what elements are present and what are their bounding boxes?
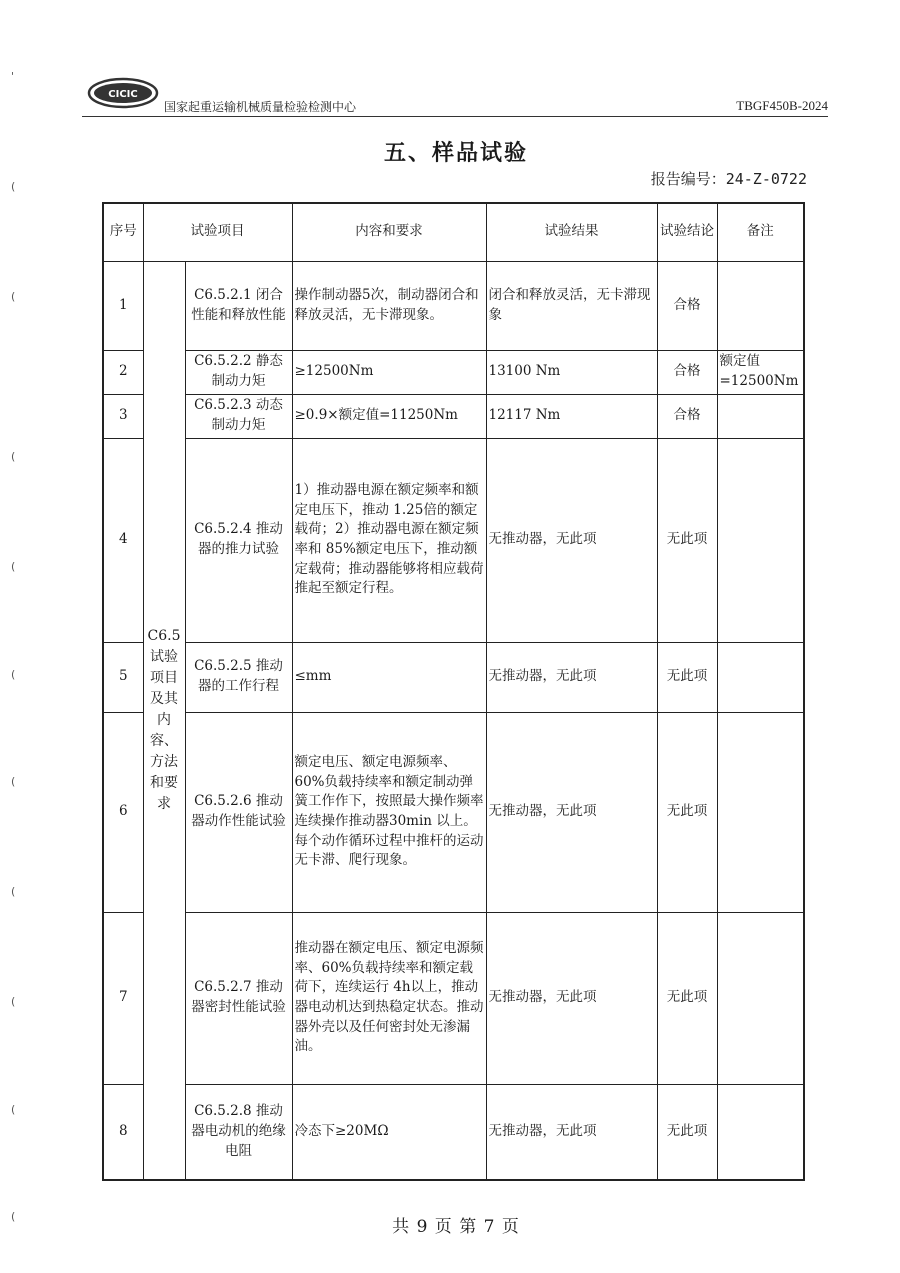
row-remark <box>717 394 804 438</box>
row-content: ≥12500Nm <box>292 350 486 394</box>
header-content: 内容和要求 <box>292 203 486 261</box>
row-seq: 1 <box>103 261 143 350</box>
table-row <box>103 438 804 642</box>
row-content: ≥0.9×额定值=11250Nm <box>292 394 486 438</box>
header-result: 试验结果 <box>486 203 657 261</box>
cicic-logo <box>86 76 160 110</box>
table-header-row <box>103 203 804 261</box>
table-row <box>103 394 804 438</box>
row-result: 无推动器，无此项 <box>486 712 657 912</box>
margin-mark: ( <box>11 668 16 681</box>
row-item: C6.5.2.7 推动器密封性能试验 <box>185 912 292 1084</box>
row-seq: 8 <box>103 1084 143 1180</box>
page-footer: 共 9 页 第 7 页 <box>392 1217 520 1237</box>
page-header <box>86 76 828 118</box>
row-conclusion: 无此项 <box>657 642 717 712</box>
row-conclusion: 无此项 <box>657 912 717 1084</box>
row-conclusion: 合格 <box>657 261 717 350</box>
header-seq: 序号 <box>103 203 143 261</box>
header-item: 试验项目 <box>143 203 292 261</box>
row-seq: 6 <box>103 712 143 912</box>
row-result: 无推动器，无此项 <box>486 438 657 642</box>
table-row <box>103 912 804 1084</box>
row-conclusion: 无此项 <box>657 1084 717 1180</box>
row-item: C6.5.2.5 推动器的工作行程 <box>185 642 292 712</box>
header-conclusion: 试验结论 <box>657 203 717 261</box>
margin-mark: ( <box>11 450 16 463</box>
row-item: C6.5.2.3 动态制动力矩 <box>185 394 292 438</box>
table-row <box>103 261 804 350</box>
row-item: C6.5.2.4 推动器的推力试验 <box>185 438 292 642</box>
margin-mark: ( <box>11 1103 16 1116</box>
row-content: 冷态下≥20MΩ <box>292 1084 486 1180</box>
header-remark: 备注 <box>717 203 804 261</box>
row-conclusion: 合格 <box>657 394 717 438</box>
row-item: C6.5.2.6 推动器动作性能试验 <box>185 712 292 912</box>
margin-mark: ( <box>11 180 16 193</box>
svg-text:CICIC: CICIC <box>108 89 138 100</box>
table-row <box>103 1084 804 1180</box>
margin-mark: ( <box>11 775 16 788</box>
section-title: 五、样品试验 <box>383 141 528 166</box>
row-result: 无推动器，无此项 <box>486 1084 657 1180</box>
row-remark: 额定值=12500Nm <box>717 350 804 394</box>
row-result: 12117 Nm <box>486 394 657 438</box>
margin-mark: ( <box>11 290 16 303</box>
row-seq: 2 <box>103 350 143 394</box>
row-seq: 3 <box>103 394 143 438</box>
table-row <box>103 642 804 712</box>
row-remark <box>717 642 804 712</box>
row-conclusion: 无此项 <box>657 438 717 642</box>
group-label-cell <box>143 261 185 1180</box>
row-item: C6.5.2.8 推动器电动机的绝缘电阻 <box>185 1084 292 1180</box>
row-item: C6.5.2.2 静态制动力矩 <box>185 350 292 394</box>
organization-name: 国家起重运输机械质量检验检测中心 <box>164 100 357 114</box>
row-result: 闭合和释放灵活，无卡滞现象 <box>486 261 657 350</box>
row-conclusion: 合格 <box>657 350 717 394</box>
table-row <box>103 350 804 394</box>
row-content: 额定电压、额定电源频率、60%负载持续率和额定制动弹簧工作作下，按照最大操作频率连续操作推动器30min 以上。每个动作循环过程中推杆的运动无卡滞、爬行现象。 <box>292 712 486 912</box>
margin-mark: ( <box>11 885 16 898</box>
row-remark <box>717 912 804 1084</box>
margin-mark: ( <box>11 560 16 573</box>
row-result: 无推动器，无此项 <box>486 642 657 712</box>
margin-mark: ( <box>11 1210 16 1223</box>
row-seq: 4 <box>103 438 143 642</box>
row-result: 13100 Nm <box>486 350 657 394</box>
document-code: TBGF450B-2024 <box>736 98 828 113</box>
table-row <box>103 712 804 912</box>
header-rule <box>82 116 828 117</box>
row-seq: 5 <box>103 642 143 712</box>
row-seq: 7 <box>103 912 143 1084</box>
row-remark <box>717 712 804 912</box>
margin-mark: ( <box>11 995 16 1008</box>
group-label: C6.5试验项目及其内容、方法和要求 <box>147 627 181 812</box>
row-content: ≤mm <box>292 642 486 712</box>
row-remark <box>717 1084 804 1180</box>
sample-test-table <box>102 202 805 1181</box>
row-conclusion: 无此项 <box>657 712 717 912</box>
row-item: C6.5.2.1 闭合性能和释放性能 <box>185 261 292 350</box>
row-remark <box>717 438 804 642</box>
row-content: 推动器在额定电压、额定电源频率、60%负载持续率和额定载荷下，连续运行 4h以上，推动器电动机达到热稳定状态。推动器外壳以及任何密封处无渗漏油。 <box>292 912 486 1084</box>
row-content: 1）推动器电源在额定频率和额定电压下，推动 1.25倍的额定载荷；2）推动器电源在额定频率和 85%额定电压下，推动额定载荷；推动器能够将相应载荷推起至额定行程。 <box>292 438 486 642</box>
row-remark <box>717 261 804 350</box>
margin-mark: ' <box>11 70 15 83</box>
row-content: 操作制动器5次，制动器闭合和释放灵活，无卡滞现象。 <box>292 261 486 350</box>
row-result: 无推动器，无此项 <box>486 912 657 1084</box>
report-number: 报告编号：24-Z-0722 <box>650 170 807 188</box>
